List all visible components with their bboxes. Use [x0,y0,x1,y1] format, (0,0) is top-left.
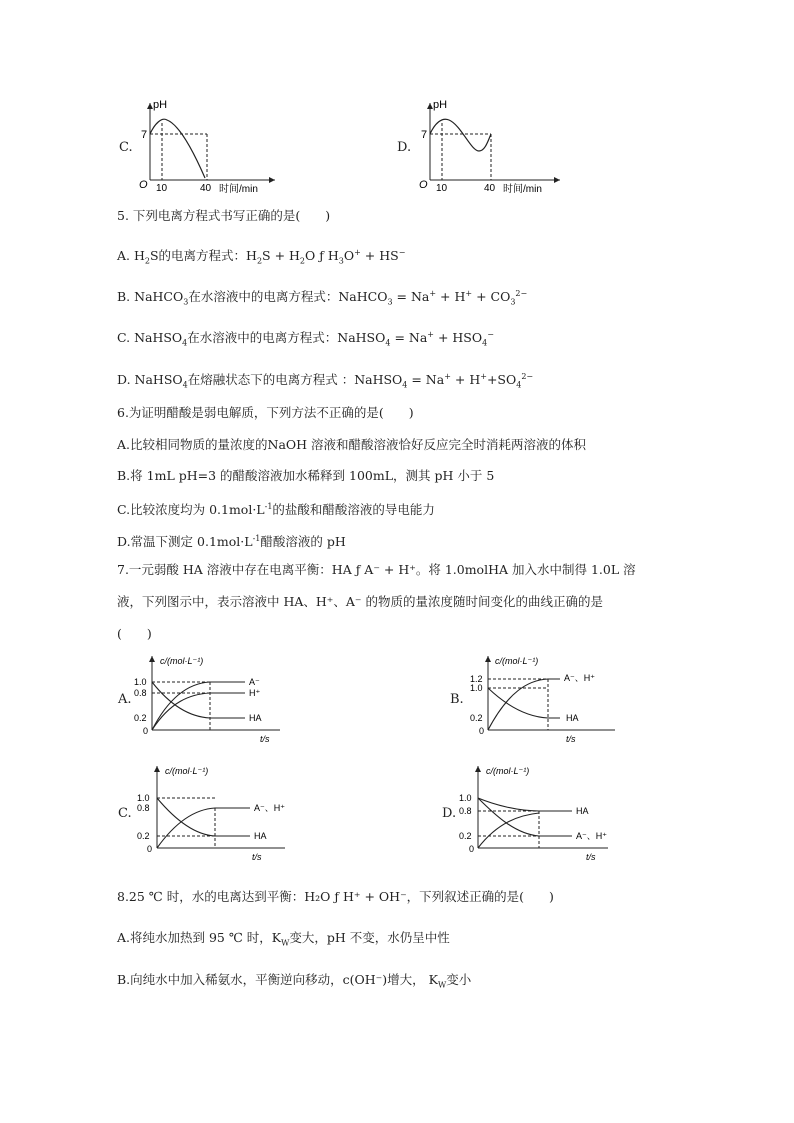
q5-stem: 5. 下列电离方程式书写正确的是( ) [117,208,331,223]
tick-label: 1.0 [134,677,147,687]
figure-7d [440,760,625,865]
q5-option-b: B. NaHCO$_3$在水溶液中的电离方程式：NaHCO$_3$ = $Na^+ + H^+ + CO_3^{2-}$ [117,289,528,307]
x-axis-label: t/s [566,734,576,744]
x-axis-label: 时间/min [503,184,542,195]
y-axis-label: pH [153,99,168,111]
tick-7: 7 [421,129,428,141]
curve-label: HA [254,831,267,841]
option-label: D. [397,140,412,155]
tick-label: 0.2 [470,713,483,723]
tick-label: 0.2 [459,831,472,841]
tick-7: 7 [141,129,148,141]
curve-label: A⁻、H⁺ [576,831,608,841]
tick-40: 40 [200,183,212,194]
curve-label: A⁻、H⁺ [564,673,596,683]
origin-label: 0 [479,726,485,736]
figure-7a [115,650,285,745]
q5-option-c: C. NaHSO$_4$在水溶液中的电离方程式：NaHSO$_4$ = $Na^+ + HSO_4^-$ [117,330,494,348]
y-axis-label: c/(mol·L⁻¹) [160,656,204,666]
q7-stem-line2: 液，下列图示中，表示溶液中 HA、H⁺、A⁻ 的物质的量浓度随时间变化的曲线正确的是 [117,594,604,609]
origin-label: 0 [143,726,149,736]
y-axis-label: c/(mol·L⁻¹) [495,656,539,666]
ph-curve-chart-d [395,95,570,195]
figure-7c [115,760,295,865]
option-label: C. [119,140,133,155]
y-axis-label: c/(mol·L⁻¹) [486,766,530,776]
q5-option-a: A. $H_2S$的电离方程式：$H_2S + H_2O$ ƒ $H_3O^+ + HS^-$ [117,248,406,266]
tick-label: 0.8 [134,688,147,698]
option-label: D. [442,806,457,821]
figure-7b [450,650,625,745]
tick-label: 0.8 [459,806,472,816]
figure-top-d [395,95,570,195]
tick-label: 1.0 [137,793,150,803]
tick-label: 1.2 [470,674,483,684]
tick-40: 40 [484,183,496,194]
q8-option-a: A.将纯水加热到 95 ℃ 时，$K_W$变大，pH 不变，水仍呈中性 [117,930,450,948]
option-label: C. [118,806,132,821]
q6-option-d: D.常温下测定 $0.1mol\cdot L^{-1}$醋酸溶液的 pH [117,534,346,550]
curve-label: A⁻ [249,677,260,687]
origin-label: 0 [147,844,153,854]
tick-10: 10 [436,183,448,194]
origin-label: O [419,179,428,191]
concentration-chart-b [450,650,625,745]
curve-label: H⁺ [249,688,261,698]
tick-label: 1.0 [459,793,472,803]
q6-stem: 6.为证明醋酸是弱电解质，下列方法不正确的是( ) [117,405,414,420]
concentration-chart-c [115,760,295,865]
concentration-chart-d [440,760,625,865]
curve-label: HA [576,806,589,816]
y-axis-label: pH [433,99,448,111]
q7-stem-line3: ( ) [117,626,152,641]
q6-option-b: B.将 1mL pH=3 的醋酸溶液加水稀释到 100mL，测其 pH 小于 5 [117,468,495,483]
tick-10: 10 [156,183,168,194]
ph-curve-chart-c [115,95,285,195]
y-axis-label: c/(mol·L⁻¹) [165,766,209,776]
x-axis-label: t/s [252,852,262,862]
curve-label: HA [249,713,262,723]
tick-label: 0.2 [134,713,147,723]
x-axis-label: t/s [586,852,596,862]
origin-label: O [139,179,148,191]
q6-option-a: A.比较相同物质的量浓度的NaOH 溶液和醋酸溶液恰好反应完全时消耗两溶液的体积 [117,437,587,452]
q8-option-b: B.向纯水中加入稀氨水，平衡逆向移动，c(OH⁻)增大， $K_W$变小 [117,972,472,990]
q6-option-c: C.比较浓度均为 $0.1mol\cdot L^{-1}$的盐酸和醋酸溶液的导电能力 [117,502,435,518]
curve-label: HA [566,713,579,723]
x-axis-label: 时间/min [219,184,258,195]
origin-label: 0 [469,844,475,854]
tick-label: 1.0 [470,683,483,693]
q5-option-d: D. NaHSO$_4$在熔融状态下的电离方程式 ：NaHSO$_4$ = $Na^+ + H^++SO_4^{2-}$ [117,372,534,390]
option-label: A. [118,692,132,707]
tick-label: 0.8 [137,803,150,813]
q7-stem-line1: 7.一元弱酸 HA 溶液中存在电离平衡：HA ƒ A⁻ + H⁺。将 1.0molHA 加入水中制得 1.0L 溶 [117,562,636,577]
option-label: B. [450,692,464,707]
concentration-chart-a [115,650,285,745]
q8-stem: 8.25 ℃ 时，水的电离达到平衡：H₂O ƒ H⁺ + OH⁻，下列叙述正确的是( ) [117,889,554,904]
tick-label: 0.2 [137,831,150,841]
figure-top-c [115,95,285,195]
x-axis-label: t/s [260,734,270,744]
curve-label: A⁻、H⁺ [254,803,286,813]
